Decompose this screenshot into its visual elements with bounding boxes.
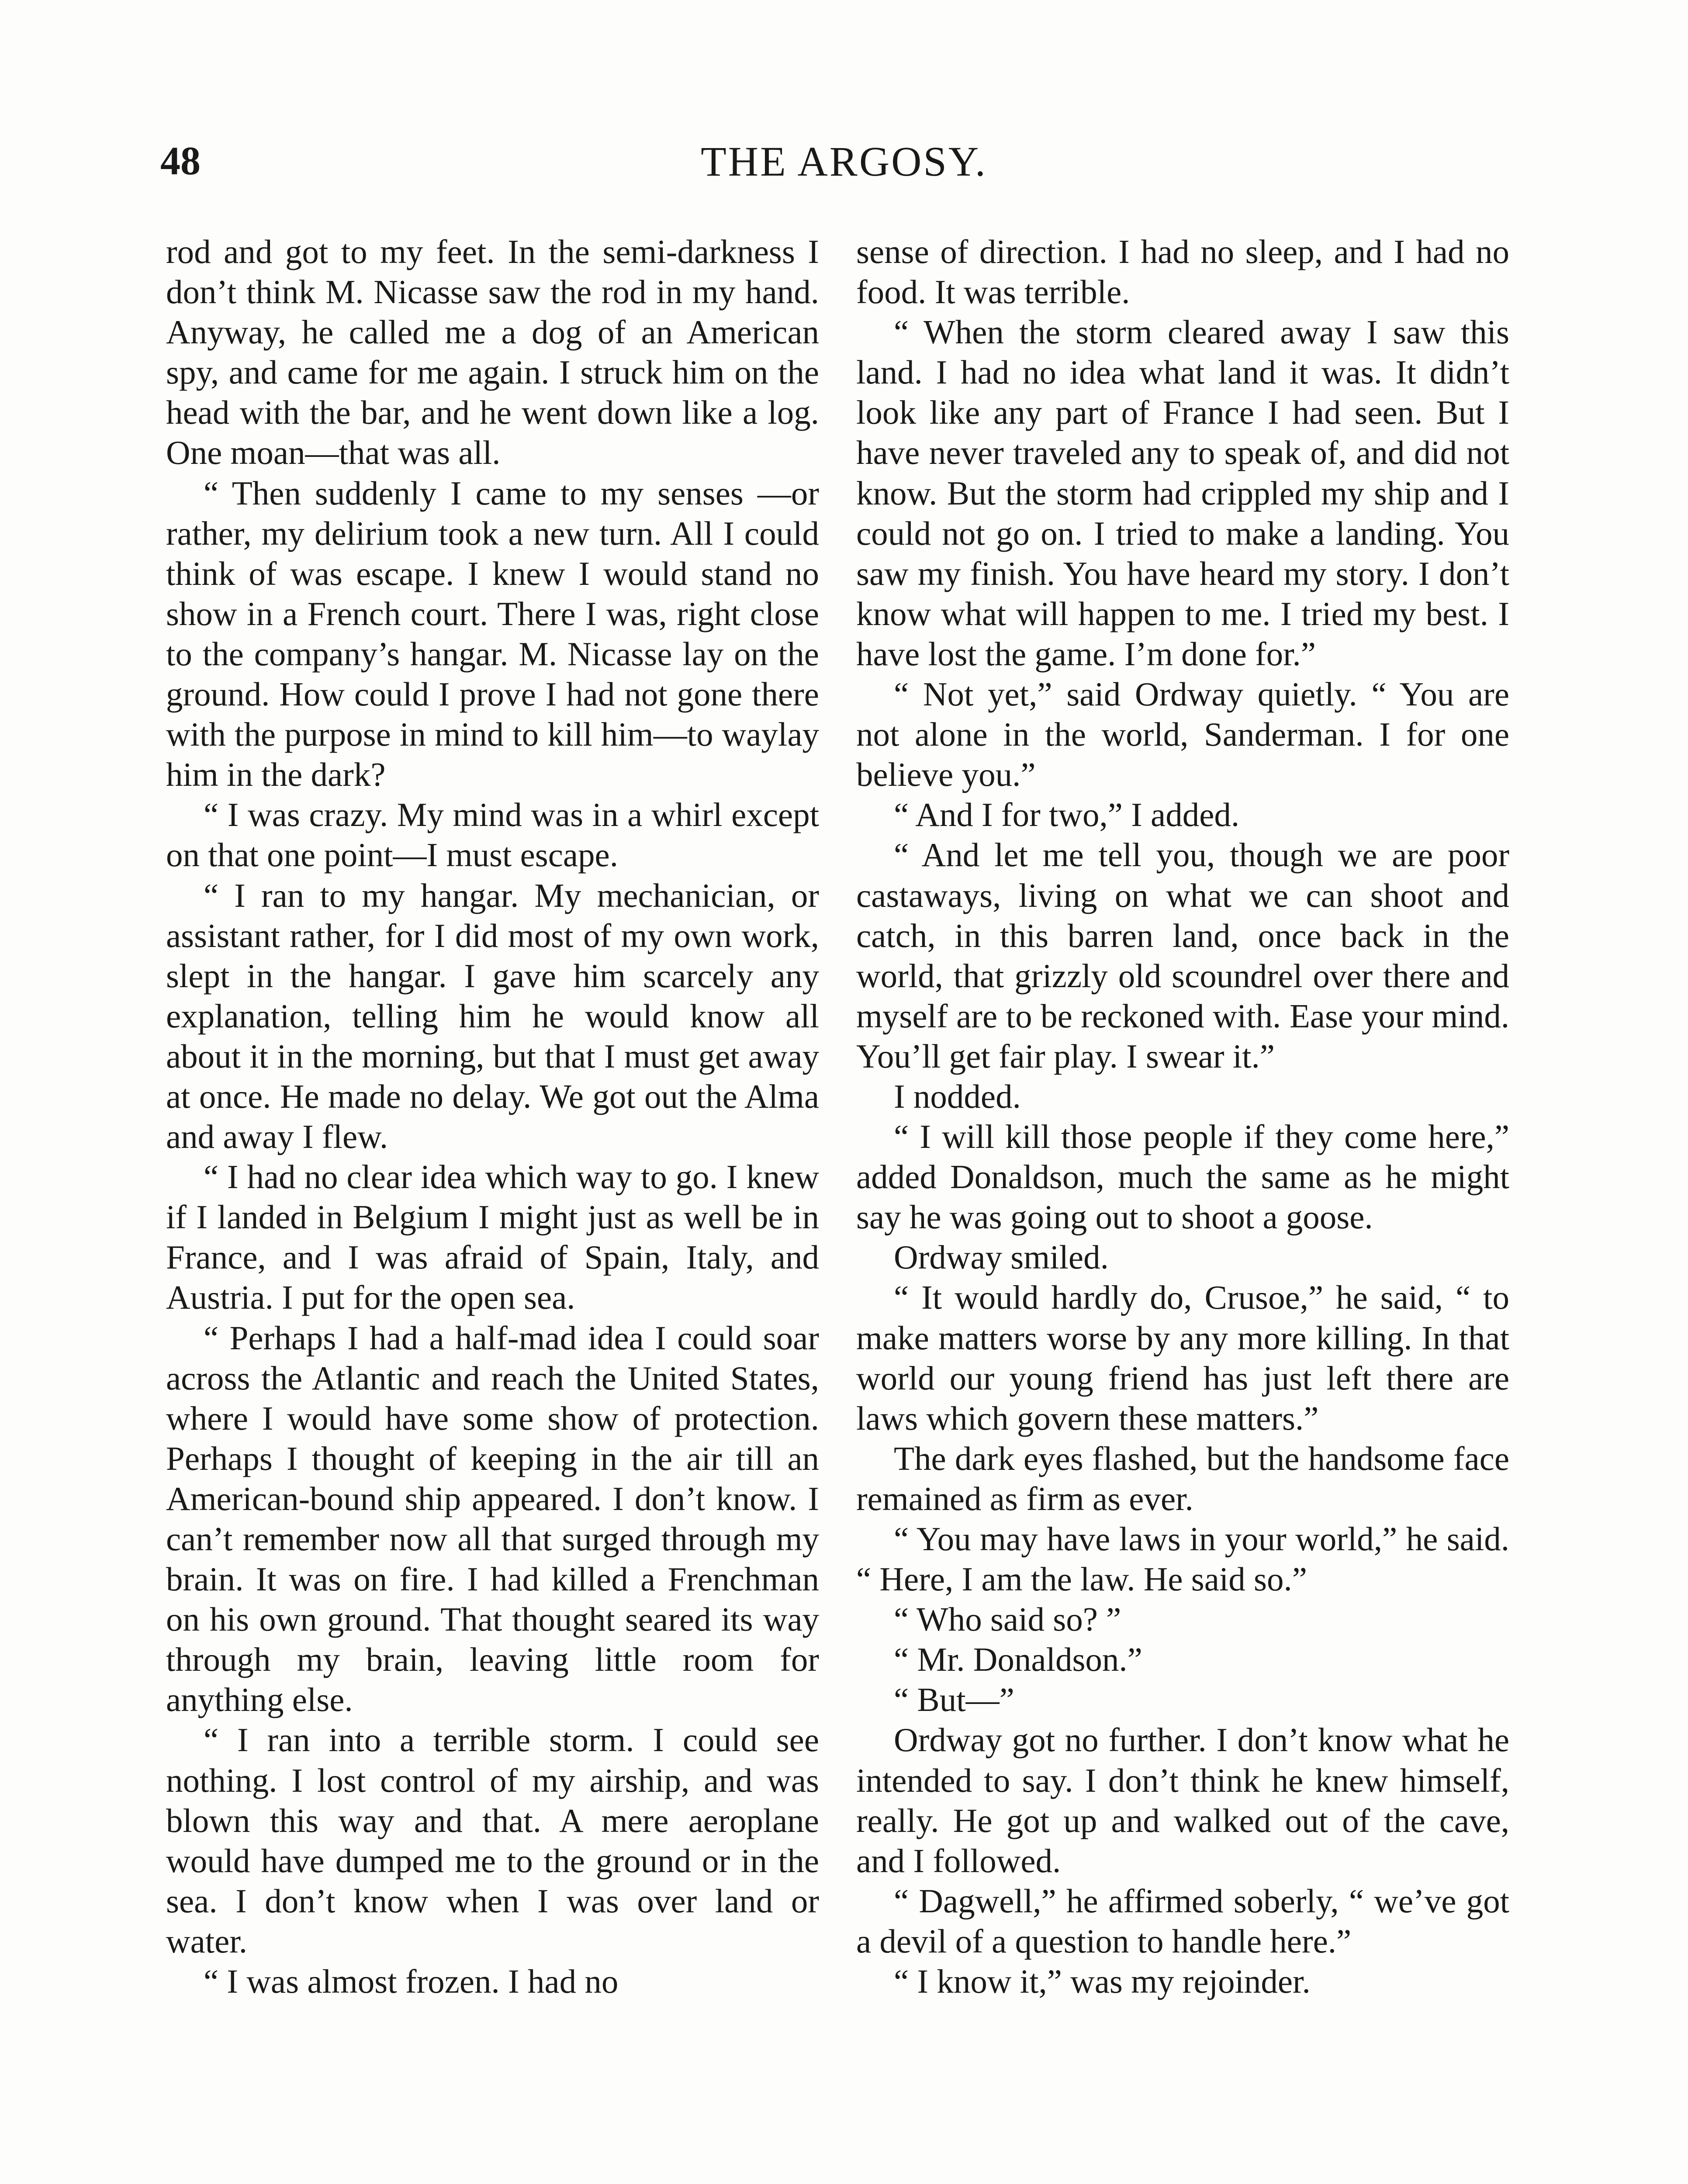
paragraph: “ I was almost frozen. I had no: [204, 1963, 619, 2001]
paragraph: “ And let me tell you, though we are poor castaways, living on what we can shoot and catch, in this barren land, once back in the world, that grizzly old scoundrel over there and myself are to be reckoned with. Ease your mind. You’ll get fair play. I swear it.”: [856, 836, 1509, 1075]
paragraph: “ Perhaps I had a half-mad idea I could soar across the Atlantic and reach the United States, where I would have some show of protection. Perhaps I thought of keeping in the air till an American-bound ship appeared. I don’t know. I can’t remember now all that surged through my brain. It was on fire. I had killed a Frenchman on his own ground. That thought seared its way through my brain, leaving little room for anything else.: [166, 1319, 819, 1719]
paragraph: “ And I for two,” I added.: [894, 796, 1240, 834]
running-head: THE ARGOSY.: [701, 138, 987, 185]
paragraph: “ But—”: [894, 1681, 1014, 1719]
paragraph: sense of direction. I had no sleep, and I had no food. It was terrible.: [856, 233, 1509, 311]
paragraph: “ Dagwell,” he affirmed soberly, “ we’ve got a devil of a question to handle here.”: [856, 1882, 1509, 1960]
paragraph: Ordway got no further. I don’t know what he intended to say. I don’t think he knew himself, really. He got up and walked out of the cave, and I followed.: [856, 1721, 1509, 1880]
paragraph: “ I will kill those people if they come here,” added Donaldson, much the same as he might say he was going out to shoot a goose.: [856, 1118, 1509, 1236]
paragraph: “ When the storm cleared away I saw this land. I had no idea what land it was. It didn’t look like any part of France I had seen. But I have never traveled any to speak of, and did not know. But the storm had crippled my ship and I could not go on. I tried to make a landing. You saw my finish. You have heard my story. I don’t know what will happen to me. I tried my best. I have lost the game. I’m done for.”: [856, 313, 1509, 673]
left-column: [166, 232, 819, 2001]
page-number: 48: [160, 138, 201, 183]
paragraph: “ You may have laws in your world,” he said. “ Here, I am the law. He said so.”: [856, 1520, 1509, 1598]
paragraph: “ I was crazy. My mind was in a whirl except on that one point—I must escape.: [166, 796, 819, 874]
paragraph: Ordway smiled.: [894, 1238, 1109, 1276]
paragraph: “ I ran into a terrible storm. I could see nothing. I lost control of my airship, and was blown this way and that. A mere aeroplane would have dumped me to the ground or in the sea. I don’t know when I was over land or water.: [166, 1721, 819, 1960]
paragraph: “ I know it,” was my rejoinder.: [894, 1963, 1311, 2001]
paragraph: rod and got to my feet. In the semi-darkness I don’t think M. Nicasse saw the rod in my hand. Anyway, he called me a dog of an American spy, and came for me again. I struck him on the head with the bar, and he went down like a log. One moan—that was all.: [166, 233, 819, 472]
right-column: [856, 232, 1509, 2001]
paragraph: “ Not yet,” said Ordway quietly. “ You are not alone in the world, Sanderman. I for one believe you.”: [856, 675, 1509, 794]
paragraph: The dark eyes flashed, but the handsome face remained as firm as ever.: [856, 1439, 1509, 1517]
paragraph: “ Who said so? ”: [894, 1600, 1121, 1638]
paragraph: “ I ran to my hangar. My mechanician, or assistant rather, for I did most of my own work, slept in the hangar. I gave him scarcely any explanation, telling him he would know all about it in the morning, but that I must get away at once. He made no delay. We got out the Alma and away I flew.: [166, 876, 819, 1156]
paragraph: “ I had no clear idea which way to go. I knew if I landed in Belgium I might just as well be in France, and I was afraid of Spain, Italy, and Austria. I put for the open sea.: [166, 1158, 819, 1317]
paragraph: I nodded.: [894, 1077, 1021, 1115]
paragraph: “ It would hardly do, Crusoe,” he said, “ to make matters worse by any more killing. In that world our young friend has just left there are laws which govern these matters.”: [856, 1279, 1509, 1437]
paragraph: “ Mr. Donaldson.”: [894, 1641, 1142, 1679]
paragraph: “ Then suddenly I came to my senses —or rather, my delirium took a new turn. All I could think of was escape. I knew I would stand no show in a French court. There I was, right close to the company’s hangar. M. Nicasse lay on the ground. How could I prove I had not gone there with the purpose in mind to kill him—to waylay him in the dark?: [166, 474, 819, 794]
